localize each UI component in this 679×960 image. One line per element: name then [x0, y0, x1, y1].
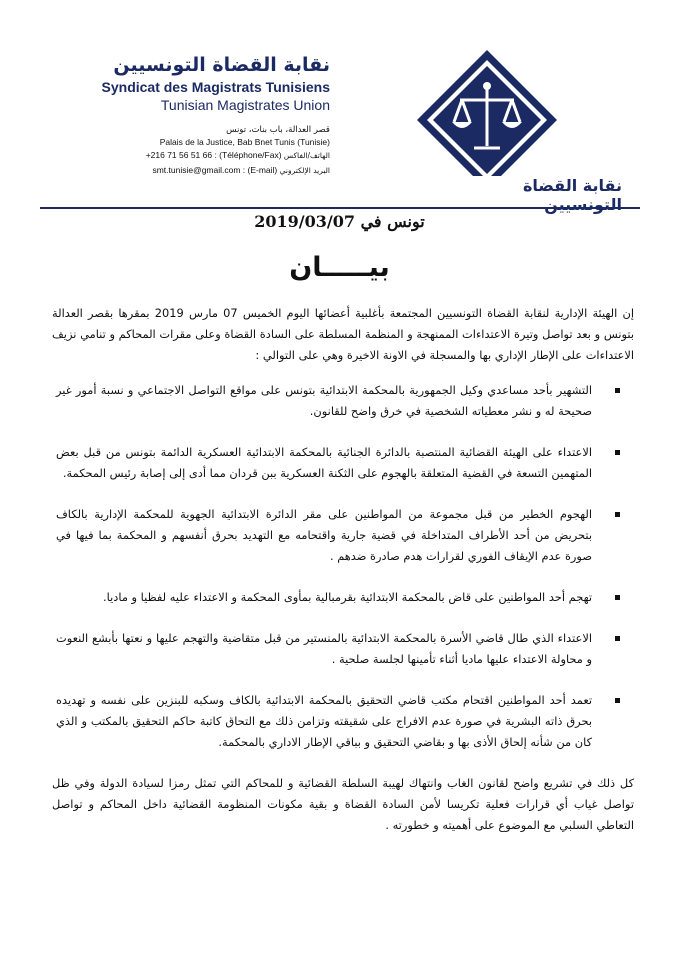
header-divider [40, 207, 640, 209]
org-info [100, 52, 330, 178]
email-label: البريد الإلكتروني [279, 166, 330, 175]
bullet-icon [615, 450, 620, 455]
email-line [100, 163, 330, 178]
list-item: تعمد أحد المواطنين اقتحام مكتب قاضي التحقيق بالمحكمة الابتدائية بالكاف وسكبه للبنزين على نفسه و تهديده بحرق ذاته البشرية في صورة عدم الافراج على شقيقته وتزامن ذلك مع التحاق كاتبة حاكم التحقيق بالمكتب و الذي كان من شأنه إلحاق الأذى بها و بقاضي التحقيق و بباقي الإطار الاداري بالمحكمة. [52, 690, 634, 753]
union-logo [402, 48, 622, 214]
letterhead [40, 48, 640, 214]
phone-label: الهاتف/الفاكس [283, 151, 330, 160]
bullet-icon [615, 636, 620, 641]
address-arabic: قصر العدالة، باب بنات، تونس [226, 125, 330, 135]
list-item: تهجم أحد المواطنين على قاض بالمحكمة الابتدائية بقرمبالية بمأوى المحكمة و الاعتداء عليه لفظيا و ماديا. [52, 587, 634, 608]
closing-paragraph: كل ذلك في تشريع واضح لقانون الغاب وانتهاك لهيبة السلطة القضائية و للمحاكم التي تمثل رمزا لسيادة الدولة وفي ظل تواصل غياب أي قرارات فعلية تكريسا لأمن السادة القضاة و بقية مكونات المنظومة القضائية داخل المحاكم و تواصل التعاطي السلبي مع الموضوع على أهميته و خطورته . [52, 776, 634, 832]
intro-paragraph: إن الهيئة الإدارية لنقابة القضاة التونسيين المجتمعة بأغلبية أعضائها اليوم الخميس 07 مارس 2019 بمقرها بقصر العدالة بتونس و بعد تواصل وتيرة الاعتداءات الممنهجة و المنظمة المسلطة على السادة القضاة وعلى مقرات المحاكم و تنامي نزيف الاعتداءات على الإطار الإداري بها والمسجلة في الاونة الاخيرة وهي على التوالي : [52, 306, 635, 362]
document-body [52, 303, 634, 836]
list-item: الهجوم الخطير من قبل مجموعة من المواطنين على مقر الدائرة الابتدائية الجهوية للمحكمة الإدارية بالكاف بتحريض من أحد الأطراف المتداخلة في قضية جارية واقتحامه مع التهديد بحرق أنفسهم و المحكمة بما فيها في صورة عدم الإيقاف الفوري لقرارات هدم صادرة ضدهم . [52, 504, 634, 567]
document-date: تونس في 2019/03/07 [254, 212, 425, 231]
email-address: smt.tunisie@gmail.com : (E-mail) [152, 165, 278, 175]
bullet-icon [615, 595, 620, 600]
list-item: التشهير بأحد مساعدي وكيل الجمهورية بالمحكمة الابتدائية بتونس على مواقع التواصل الاجتماعي و نسبة أمور غير صحيحة له و نشر معطياته الشخصية في خرق واضح للقانون. [52, 380, 634, 422]
phone-line [100, 148, 330, 163]
bullet-icon [615, 698, 620, 703]
document-title: بيـــــان [289, 252, 390, 283]
phone-number: +216 71 56 51 66 : (Téléphone/Fax) [145, 150, 282, 160]
address-french: Palais de la Justice, Bab Bnet Tunis (Tunisie) [159, 137, 330, 147]
org-name-english: Tunisian Magistrates Union [160, 97, 330, 113]
bullet-icon [615, 512, 620, 517]
org-name-french: Syndicat des Magistrats Tunisiens [101, 79, 330, 95]
logo-caption: نقابة القضاة التونسيين [452, 176, 622, 214]
list-item: الاعتداء على الهيئة القضائية المنتصبة بالدائرة الجنائية بالمحكمة الابتدائية العسكرية الدائمة بتونس من قبل بعض المتهمين التسعة في القضية المتعلقة بالهجوم على الثكنة العسكرية ببن قردان مما أدى إلى إصابة رئيس المحكمة. [52, 442, 634, 484]
org-name-arabic: نقابة القضاة التونسيين [113, 54, 330, 76]
list-item: الاعتداء الذي طال قاضي الأسرة بالمحكمة الابتدائية بالمنستير من قبل متقاضية والتهجم عليها و نعتها بأبشع النعوت و محاولة الاعتداء عليها ماديا أثناء تأمينها لجلسة صلحية . [52, 628, 634, 670]
incident-list [52, 380, 634, 753]
bullet-icon [615, 388, 620, 393]
